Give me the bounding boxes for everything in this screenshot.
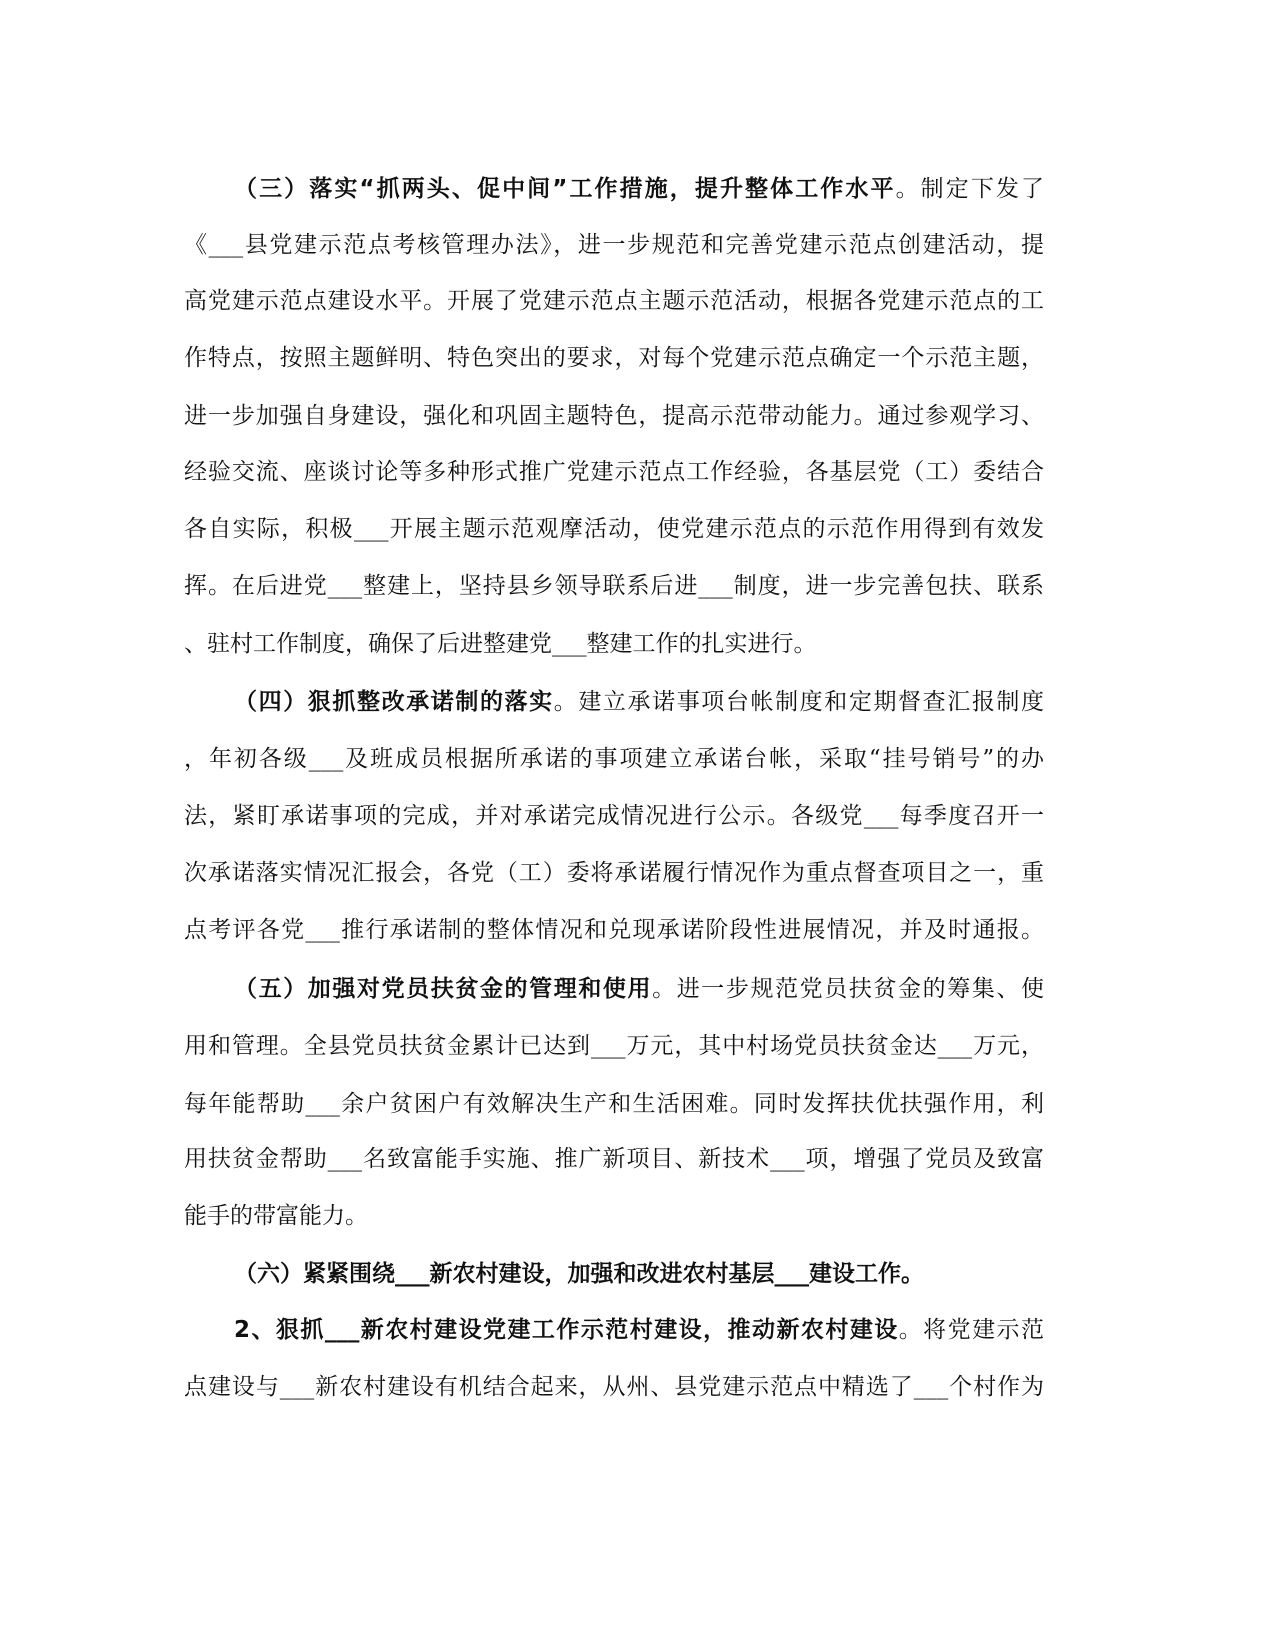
body-text: 《___县党建示范点考核管理办法》，进一步规范和完善党建示范点创建活动，提 [184, 232, 1044, 258]
body-text: 高党建示范点建设水平。开展了党建示范点主题示范活动，根据各党建示范点的工 [184, 288, 1044, 314]
text-line [184, 216, 1044, 274]
body-text: 法，紧盯承诺事项的完成，并对承诺完成情况进行公示。各级党___每季度召开一 [184, 803, 1044, 829]
text-line [184, 673, 1044, 731]
text-line [184, 557, 1044, 615]
body-text: 用扶贫金帮助___名致富能手实施、推广新项目、新技术___项，增强了党员及致富 [184, 1146, 1044, 1172]
text-line [184, 1187, 1044, 1245]
body-text: 每年能帮助___余户贫困户有效解决生产和生活困难。同时发挥扶优扶强作用，利 [184, 1091, 1044, 1117]
body-text: 。将党建示范 [898, 1317, 1044, 1343]
body-text: 。制定下发了 [895, 176, 1044, 202]
body-text: 次承诺落实情况汇报会，各党（工）委将承诺履行情况作为重点督查项目之一，重 [184, 860, 1044, 886]
text-line [184, 1017, 1044, 1075]
body-text: 各自实际，积极___开展主题示范观摩活动，使党建示范点的示范作用得到有效发 [184, 516, 1044, 542]
body-text: 点建设与___新农村建设有机结合起来，从州、县党建示范点中精选了___个村作为 [184, 1374, 1044, 1400]
body-text: 、驻村工作制度，确保了后进整建党___整建工作的扎实进行。 [184, 631, 817, 657]
body-text: 。建立承诺事项台帐制度和定期督查汇报制度 [553, 689, 1044, 715]
bold-heading-text: 2、狠抓___新农村建设党建工作示范村建设，推动新农村建设 [234, 1317, 899, 1343]
body-text: 点考评各党___推行承诺制的整体情况和兑现承诺阶段性进展情况，并及时通报。 [184, 917, 1044, 943]
text-line [184, 960, 1044, 1018]
text-line [184, 1358, 1044, 1416]
body-text: 用和管理。全县党员扶贫金累计已达到___万元，其中村场党员扶贫金达___万元， [184, 1033, 1044, 1059]
body-text: ，年初各级___及班成员根据所承诺的事项建立承诺台帐，采取“挂号销号”的办 [184, 746, 1044, 772]
text-line [184, 1245, 1044, 1303]
text-line [184, 615, 1044, 673]
body-text: 挥。在后进党___整建上，坚持县乡领导联系后进___制度，进一步完善包扶、联系 [184, 573, 1044, 599]
text-line [184, 787, 1044, 845]
text-line [184, 160, 1044, 218]
body-text: 经验交流、座谈讨论等多种形式推广党建示范点工作经验，各基层党（工）委结合 [184, 459, 1044, 485]
body-text: 能手的带富能力。 [184, 1203, 368, 1229]
text-line [184, 844, 1044, 902]
bold-heading-text: （三）落实“抓两头、促中间”工作措施，提升整体工作水平 [234, 176, 896, 202]
bold-heading-text: （六）紧紧围绕___新农村建设，加强和改进农村基层___建设工作。 [234, 1261, 924, 1287]
body-text: 。进一步规范党员扶贫金的筹集、使 [652, 976, 1044, 1002]
text-line [184, 443, 1044, 501]
text-line [184, 272, 1044, 330]
body-text: 进一步加强自身建设，强化和巩固主题特色，提高示范带动能力。通过参观学习、 [184, 403, 1044, 429]
bold-heading-text: （四）狠抓整改承诺制的落实 [234, 689, 554, 715]
text-line [184, 329, 1044, 387]
body-text: 作特点，按照主题鲜明、特色突出的要求，对每个党建示范点确定一个示范主题， [184, 345, 1044, 371]
text-line [184, 1130, 1044, 1188]
bold-heading-text: （五）加强对党员扶贫金的管理和使用 [234, 976, 653, 1002]
text-line [184, 901, 1044, 959]
text-line [184, 500, 1044, 558]
text-line [184, 1301, 1044, 1359]
text-line [184, 730, 1044, 788]
text-line [184, 387, 1044, 445]
text-line [184, 1075, 1044, 1133]
